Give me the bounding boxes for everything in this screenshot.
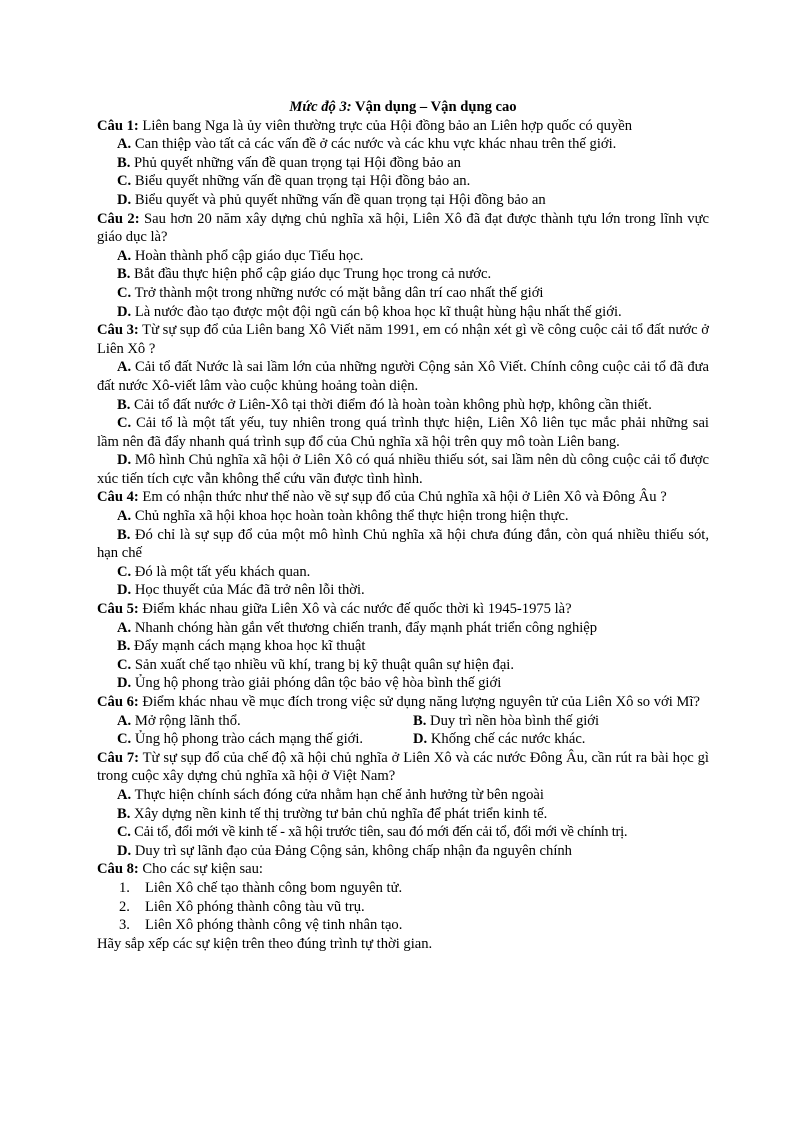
question-number: Câu 1: [97,117,139,134]
option-b: B. Đó chỉ là sự sụp đổ của một mô hình Chủ nghĩa xã hội chưa đúng đắn, còn quá nhiều thiếu sót, hạn chế [97,526,709,562]
option-d: D. Mô hình Chủ nghĩa xã hội ở Liên Xô có quá nhiều thiếu sót, sai lầm nên dù công cuộc cải tổ được xúc tiến tích cực vẫn không thể cứu vãn được tình hình. [97,452,709,487]
question-text: Điểm khác nhau về mục đích trong việc sử dụng năng lượng nguyên tử của Liên Xô so với Mĩ? [138,694,700,710]
option-b: B. Bắt đầu thực hiện phổ cập giáo dục Trung học trong cả nước. [117,266,492,283]
question-number: Câu 8: [97,861,139,878]
question-number: Câu 2: [97,210,140,227]
question-number: Câu 6: [97,694,139,710]
option-c: C. Đó là một tất yếu khách quan. [117,563,311,580]
option-a: A. Nhanh chóng hàn gắn vết thương chiến tranh, đẩy mạnh phát triển công nghiệp [117,619,598,636]
option-a: A. Cải tổ đất Nước là sai lầm lớn của những người Cộng sản Xô Viết. Chính công cuộc cải tổ đã đưa đất nước Xô-viết lâm vào cuộc khủng hoảng toàn diện. [97,359,709,394]
question-1 [97,117,709,210]
option-d: D. Biểu quyết và phủ quyết những vấn đề quan trọng tại Hội đồng bảo an [117,191,546,208]
option-d: D. Ủng hộ phong trào giải phóng dân tộc bảo vệ hòa bình thế giới [117,675,502,692]
option-b: B. Xây dựng nền kinh tế thị trường tư bản chủ nghĩa để phát triển kinh tế. [117,805,548,822]
question-text: Em có nhận thức như thế nào về sự sụp đổ của Chủ nghĩa xã hội ở Liên Xô và Đông Âu ? [138,489,667,506]
question-2 [97,210,709,322]
option-c: C. Sản xuất chế tạo nhiều vũ khí, trang bị kỹ thuật quân sự hiện đại. [117,656,515,673]
question-6 [97,693,709,749]
option-d: D. Là nước đào tạo được một đội ngũ cán bộ khoa học kĩ thuật hùng hậu nhất thế giới. [117,303,622,320]
section-title: Mức độ 3: Vận dụng – Vận dụng cao [289,99,517,115]
question-number: Câu 5: [97,601,139,618]
question-text: Sau hơn 20 năm xây dựng chủ nghĩa xã hội, Liên Xô đã đạt được thành tựu lớn trong lĩnh vực giáo dục là? [97,210,709,246]
option-a: A. Chủ nghĩa xã hội khoa học hoàn toàn không thể thực hiện trong hiện thực. [117,508,569,525]
question-text: Liên bang Nga là ủy viên thường trực của Hội đồng bảo an Liên hợp quốc có quyền [138,117,633,134]
question-text: Từ sự sụp đổ của Liên bang Xô Viết năm 1991, em có nhận xét gì về công cuộc cải tổ đất nước ở Liên Xô ? [97,322,709,357]
event-item: 3. Liên Xô phóng thành công vệ tinh nhân tạo. [119,917,403,934]
instruction-text: Hãy sắp xếp các sự kiện trên theo đúng trình tự thời gian. [97,935,433,952]
option-b: B. Duy trì nền hòa bình thế giới [413,712,600,729]
event-item: 1. Liên Xô chế tạo thành công bom nguyên tử. [119,879,403,896]
option-b: B. Cải tổ đất nước ở Liên-Xô tại thời điểm đó là hoàn toàn không phù hợp, không cần thiết. [117,396,652,413]
event-item: 2. Liên Xô phóng thành công tàu vũ trụ. [119,898,365,915]
option-a: A. Hoàn thành phổ cập giáo dục Tiểu học. [117,247,364,264]
question-8 [97,860,709,953]
question-4 [97,488,709,600]
option-d: D. Duy trì sự lãnh đạo của Đảng Cộng sản, không chấp nhận đa nguyên chính [117,842,572,859]
option-c: C. Cải tổ, đổi mới về kinh tế - xã hội trước tiên, sau đó mới đến cải tổ, đổi mới về chính trị. [117,824,628,841]
option-d: D. Học thuyết của Mác đã trở nên lỗi thời. [117,582,365,599]
worksheet-page [97,98,709,953]
option-a: A. Mở rộng lãnh thổ. [117,712,241,729]
question-number: Câu 7: [97,749,139,766]
question-text: Điểm khác nhau giữa Liên Xô và các nước đế quốc thời kì 1945-1975 là? [138,601,572,618]
question-number: Câu 3: [97,322,139,339]
question-number: Câu 4: [97,489,139,506]
question-5 [97,600,709,693]
option-b: B. Đẩy mạnh cách mạng khoa học kĩ thuật [117,638,366,655]
question-text: Từ sự sụp đổ của chế độ xã hội chủ nghĩa ở Liên Xô và các nước Đông Âu, cần rút ra bài học gì trong cuộc xây dựng chủ nghĩa xã hội ở Việt Nam? [97,749,709,785]
question-3 [97,321,709,488]
option-a: A. Can thiệp vào tất cả các vấn đề ở các nước và các khu vực khác nhau trên thế giới. [117,136,617,153]
option-c: C. Cải tổ là một tất yếu, tuy nhiên trong quá trình thực hiện, Liên Xô liên tục mắc phải những sai lầm nên đã đẩy nhanh quá trình sụp đổ của Chủ nghĩa xã hội trên quy mô toàn Liên bang. [97,415,709,450]
option-b: B. Phủ quyết những vấn đề quan trọng tại Hội đồng bảo an [117,154,461,171]
option-c: C. Ủng hộ phong trào cách mạng thế giới. [117,731,364,748]
question-text: Cho các sự kiện sau: [138,861,263,878]
question-7 [97,749,709,861]
option-c: C. Biểu quyết những vấn đề quan trọng tại Hội đồng bảo an. [117,173,471,190]
option-c: C. Trở thành một trong những nước có mặt bằng dân trí cao nhất thế giới [117,284,544,301]
option-d: D. Khống chế các nước khác. [413,731,586,748]
option-a: A. Thực hiện chính sách đóng cửa nhằm hạn chế ảnh hưởng từ bên ngoài [117,786,544,803]
